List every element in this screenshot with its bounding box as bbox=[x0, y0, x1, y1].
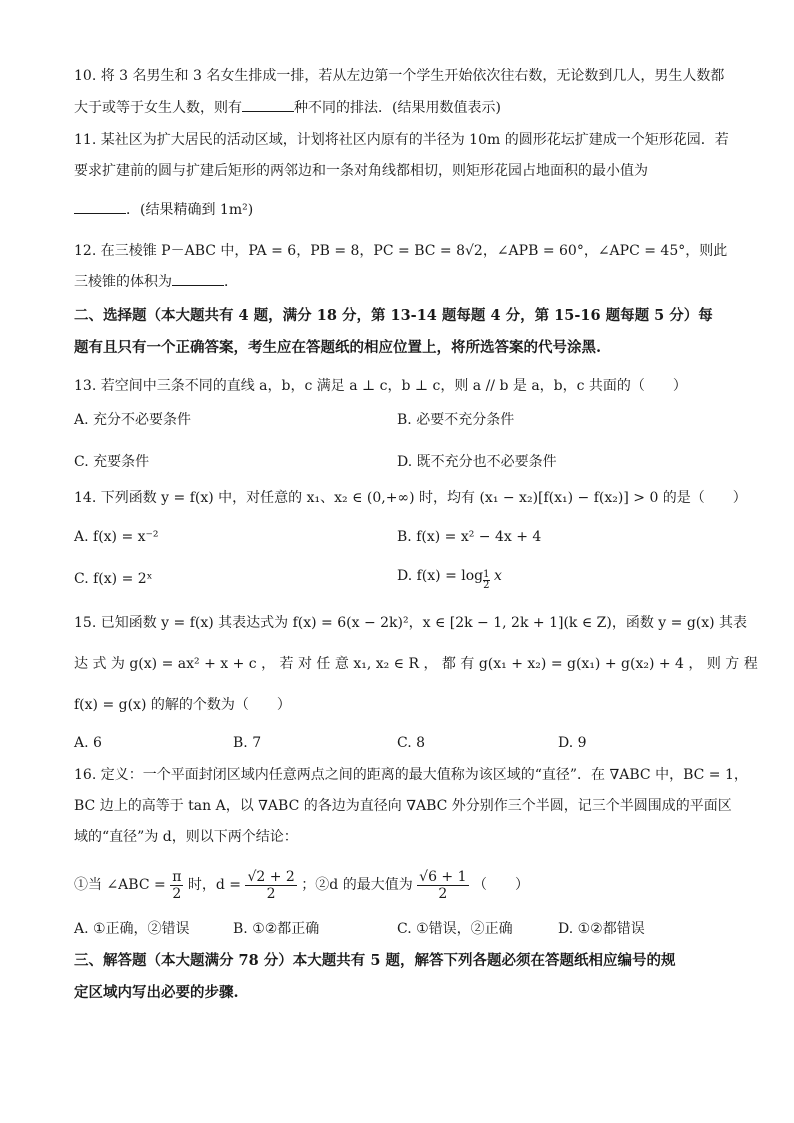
q14-choice-d-arg: x bbox=[493, 568, 502, 584]
q13-stem: 13. 若空间中三条不同的直线 a，b，c 满足 a ⊥ c，b ⊥ c，则 a // b 是 a，b，c 共面的（ ） bbox=[74, 378, 687, 394]
q11-line-1: 11. 某社区为扩大居民的活动区域，计划将社区内原有的半径为 10m 的圆形花坛扩建成一个矩形花园．若 bbox=[74, 132, 729, 148]
answer-blank bbox=[172, 273, 224, 286]
q16-choice-a: A. ①正确，②错误 bbox=[74, 921, 190, 937]
fraction-numerator: √2 + 2 bbox=[247, 868, 295, 885]
q12-line-2-b: ． bbox=[224, 274, 238, 290]
q16-c1-mid: 时，d = bbox=[187, 877, 241, 893]
q14-choice-d-prefix: D. f(x) = log bbox=[397, 568, 484, 584]
q16-choice-d: D. ①②都错误 bbox=[558, 921, 645, 937]
q16-conclusions bbox=[74, 866, 529, 904]
q13-choice-a: A. 充分不必要条件 bbox=[74, 412, 192, 428]
q12-line-2-a: 三棱锥的体积为 bbox=[74, 274, 172, 290]
q14-stem: 14. 下列函数 y = f(x) 中，对任意的 x₁、x₂ ∈ (0,+∞) 时，均有 (x₁ − x₂)[f(x₁) − f(x₂)] > 0 的是（ ） bbox=[74, 490, 747, 506]
q12-line-1: 12. 在三棱锥 P－ABC 中，PA = 6，PB = 8，PC = BC = 8√2，∠APB = 60°，∠APC = 45°，则此 bbox=[74, 243, 728, 259]
q16-choice-c: C. ①错误，②正确 bbox=[397, 921, 513, 937]
q13-choice-b: B. 必要不充分条件 bbox=[397, 412, 515, 428]
q16-line-1: 16. 定义：一个平面封闭区域内任意两点之间的距离的最大值称为该区域的“直径”．在 ∇ABC 中，BC = 1， bbox=[74, 767, 748, 783]
section2-heading-2: 题有且只有一个正确答案，考生应在答题纸的相应位置上，将所选答案的代号涂黑. bbox=[74, 339, 602, 356]
q14-choice-a: A. f(x) = x⁻² bbox=[74, 529, 159, 545]
log-base-fraction bbox=[483, 570, 489, 591]
log-base-denominator: 2 bbox=[483, 580, 490, 591]
q15-line-1: 15. 已知函数 y = f(x) 其表达式为 f(x) = 6(x − 2k)²，x ∈ [2k − 1, 2k + 1](k ∈ Z)，函数 y = g(x) 其表 bbox=[74, 615, 748, 631]
q16-line-2: BC 边上的高等于 tan A，以 ∇ABC 的各边为直径向 ∇ABC 外分别作三个半圆，记三个半圆围成的平面区 bbox=[74, 798, 732, 814]
answer-blank bbox=[242, 99, 294, 112]
q15-choice-c: C. 8 bbox=[397, 735, 426, 751]
q14-choice-b: B. f(x) = x² − 4x + 4 bbox=[397, 529, 542, 545]
section3-heading-1: 三、解答题（本大题满分 78 分）本大题共有 5 题，解答下列各题必须在答题纸相应编号的规 bbox=[74, 952, 676, 969]
section2-heading-1: 二、选择题（本大题共有 4 题，满分 18 分，第 13-14 题每题 4 分，第 15-16 题每题 5 分）每 bbox=[74, 307, 713, 324]
fraction-numerator: √6 + 1 bbox=[419, 868, 467, 885]
log-base-numerator: 1 bbox=[483, 569, 490, 580]
q15-choice-d: D. 9 bbox=[558, 735, 587, 751]
q11-line-2: 要求扩建前的圆与扩建后矩形的两邻边和一条对角线都相切，则矩形花园占地面积的最小值为 bbox=[74, 163, 648, 179]
q10-line-2-b: 种不同的排法．(结果用数值表示) bbox=[294, 100, 501, 116]
q16-c1-prefix: ①当 ∠ABC = bbox=[74, 877, 166, 893]
q16-line-3: 域的“直径”为 d，则以下两个结论： bbox=[74, 829, 298, 845]
fraction-numerator: π bbox=[172, 868, 182, 885]
q15-choice-b: B. 7 bbox=[233, 735, 262, 751]
q15-line-3: f(x) = g(x) 的解的个数为（ ） bbox=[74, 697, 291, 713]
q14-choice-c: C. f(x) = 2ˣ bbox=[74, 571, 153, 587]
q10-line-2 bbox=[74, 98, 501, 118]
q15-line-2: 达 式 为 g(x) = ax² + x + c ， 若 对 任 意 x₁, x₂ ∈ R ， 都 有 g(x₁ + x₂) = g(x₁) + g(x₂) + 4 ， 则 方 程 bbox=[74, 656, 758, 672]
fraction-denominator: 2 bbox=[266, 885, 276, 902]
q13-choice-c: C. 充要条件 bbox=[74, 454, 150, 470]
q16-c2-prefix: ；②d 的最大值为 bbox=[301, 877, 413, 893]
q10-line-1: 10. 将 3 名男生和 3 名女生排成一排，若从左边第一个学生开始依次往右数，无论数到几人，男生人数都 bbox=[74, 68, 725, 84]
q13-choice-d: D. 既不充分也不必要条件 bbox=[397, 454, 557, 470]
q15-choice-a: A. 6 bbox=[74, 735, 102, 751]
q11-line-3-text: ．(结果精确到 1m²) bbox=[126, 202, 254, 218]
q16-c2-suffix: （ ） bbox=[472, 877, 529, 893]
q12-line-2 bbox=[74, 272, 238, 292]
q14-choice-d bbox=[397, 566, 502, 591]
q11-line-3 bbox=[74, 200, 253, 220]
fraction-denominator: 2 bbox=[172, 885, 182, 902]
section3-heading-2: 定区域内写出必要的步骤. bbox=[74, 984, 239, 1001]
q16-choice-b: B. ①②都正确 bbox=[233, 921, 320, 937]
d-max-fraction bbox=[417, 869, 468, 902]
pi-over-2-fraction bbox=[170, 869, 183, 902]
d-value-fraction bbox=[245, 869, 296, 902]
q10-line-2-a: 大于或等于女生人数，则有 bbox=[74, 100, 242, 116]
fraction-denominator: 2 bbox=[438, 885, 448, 902]
answer-blank bbox=[74, 201, 126, 214]
